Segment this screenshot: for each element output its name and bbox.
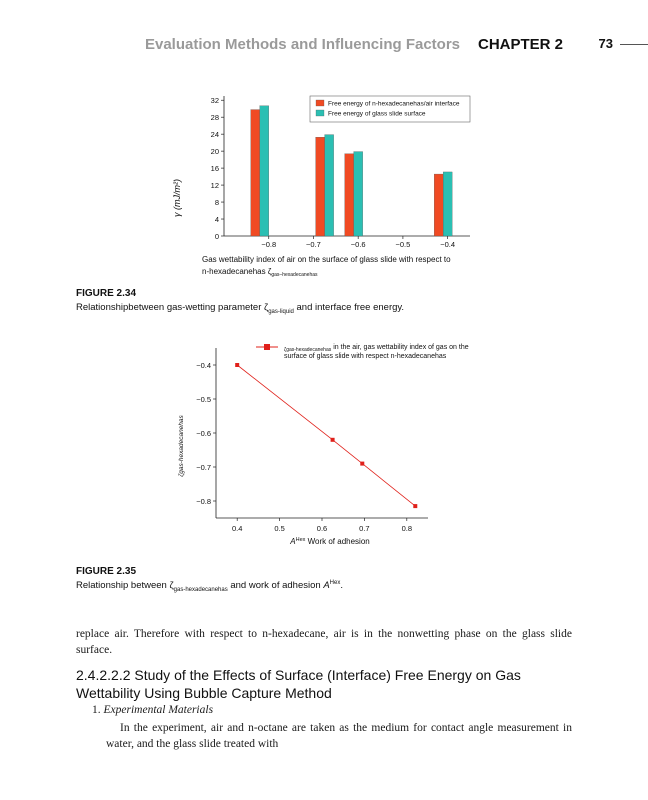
bar-legend-swatch bbox=[316, 110, 324, 116]
body-paragraph-1: replace air. Therefore with respect to n-hexadecane, air is in the nonwetting phase on the glass slide surface. bbox=[76, 628, 572, 656]
bar-chart-ylabel: γ (mJ/m²) bbox=[172, 179, 182, 217]
body-paragraph-2: In the experiment, air and n-octane are taken as the medium for contact angle measurement in water, and the glass slide treated with bbox=[106, 722, 572, 750]
bar-interface-4 bbox=[434, 174, 443, 236]
figure-2-35-caption: Relationship between $\zeta_{gas-hexadecanehas}$ and work of adhesion $A^{Hex}$. bbox=[76, 580, 343, 594]
bar-interface-1 bbox=[316, 137, 325, 236]
bar-interface-2 bbox=[345, 154, 354, 236]
bar-chart-legend bbox=[310, 96, 470, 122]
line-point-3 bbox=[413, 504, 417, 508]
legend-square-marker bbox=[264, 344, 270, 350]
line-x-tick-label: 0.7 bbox=[359, 524, 370, 533]
line-series-path bbox=[237, 365, 415, 506]
line-chart-legend bbox=[256, 344, 469, 360]
line-chart bbox=[160, 336, 500, 556]
bar-y-tick-label: 16 bbox=[210, 164, 219, 174]
running-head bbox=[0, 32, 648, 56]
bar-legend-label: Free energy of n-hexadecanehas/air interface bbox=[328, 100, 460, 108]
bar-y-tick-label: 0 bbox=[214, 232, 219, 241]
bar-glass-4 bbox=[443, 172, 452, 236]
bar-legend-label: Free energy of glass slide surface bbox=[328, 110, 426, 118]
line-chart-axes bbox=[196, 348, 428, 533]
bar-y-tick-label: 4 bbox=[214, 215, 219, 225]
section-heading: 2.4.2.2.2 Study of the Effects of Surface (Interface) Free Energy on Gas Wettability Using Bubble Capture Method bbox=[76, 667, 521, 701]
bar-y-tick-label: 20 bbox=[210, 147, 219, 157]
figure-2-34-caption: Relationshipbetween gas-wetting parameter $\zeta_{gas-liquid}$ and interface free energy. bbox=[76, 302, 405, 315]
line-point-0 bbox=[235, 363, 239, 367]
line-y-tick-label: −0.4 bbox=[196, 361, 211, 370]
list-item-1: 1. Experimental Materials bbox=[92, 704, 214, 716]
bar-x-tick-label: −0.5 bbox=[395, 240, 411, 249]
line-point-1 bbox=[331, 438, 335, 442]
bar-glass-1 bbox=[325, 135, 334, 236]
bar-chart-xlabel-line1: Gas wettability index of air on the surface of glass slide with respect to bbox=[202, 255, 451, 264]
bar-x-tick-label: −0.6 bbox=[350, 240, 366, 249]
bar-y-tick-label: 32 bbox=[210, 96, 219, 106]
page-number: 73 bbox=[598, 36, 613, 51]
figure-2-35-label: FIGURE 2.35 bbox=[76, 566, 137, 577]
line-x-tick-label: 0.5 bbox=[274, 524, 285, 533]
line-y-tick-label: −0.8 bbox=[196, 497, 211, 506]
figure-2-34 bbox=[160, 88, 500, 288]
bar-legend-swatch bbox=[316, 100, 324, 106]
bar-interface-0 bbox=[251, 110, 260, 236]
line-point-2 bbox=[360, 462, 364, 466]
bar-x-tick-label: −0.7 bbox=[306, 240, 321, 249]
line-y-tick-label: −0.5 bbox=[196, 395, 211, 404]
line-y-tick-label: −0.6 bbox=[196, 429, 211, 438]
bar-x-tick-label: −0.8 bbox=[261, 240, 277, 249]
bar-glass-2 bbox=[354, 152, 363, 236]
line-legend-line2: surface of glass slide with respect n-hexadecanehas bbox=[284, 353, 447, 360]
bar-y-tick-label: 8 bbox=[214, 198, 219, 208]
line-chart-ylabel: ζgas-hexadecanehas bbox=[178, 415, 185, 477]
bar-x-tick-label: −0.4 bbox=[440, 240, 456, 249]
bar-y-tick-label: 24 bbox=[210, 130, 219, 140]
line-chart-xlabel: $A^{Hex}$ Work of adhesion bbox=[290, 537, 370, 546]
line-chart-series bbox=[235, 363, 417, 508]
line-x-tick-label: 0.4 bbox=[231, 524, 243, 533]
figure-2-34-label: FIGURE 2.34 bbox=[76, 288, 137, 299]
line-legend-line1: $_{\zeta gas-hexadecanehas}$ in the air, gas wettability index of gas on the bbox=[284, 344, 469, 353]
running-head-chapter: CHAPTER 2 bbox=[477, 36, 563, 53]
bar-y-tick-label: 12 bbox=[210, 181, 219, 191]
bar-chart-bars bbox=[251, 106, 452, 236]
bar-y-tick-label: 28 bbox=[210, 113, 219, 123]
line-x-tick-label: 0.6 bbox=[316, 524, 328, 533]
bar-chart bbox=[160, 88, 500, 288]
running-head-section: Evaluation Methods and Influencing Factors bbox=[144, 36, 460, 53]
bar-chart-xlabel-line2: n-hexadecanehas $\zeta_{gas-hexadecanehas}$ bbox=[202, 267, 318, 278]
bar-glass-0 bbox=[260, 106, 269, 236]
running-head-rule bbox=[620, 44, 648, 45]
line-y-tick-label: −0.7 bbox=[196, 463, 211, 472]
line-x-tick-label: 0.8 bbox=[401, 524, 413, 533]
figure-2-35 bbox=[160, 336, 500, 556]
